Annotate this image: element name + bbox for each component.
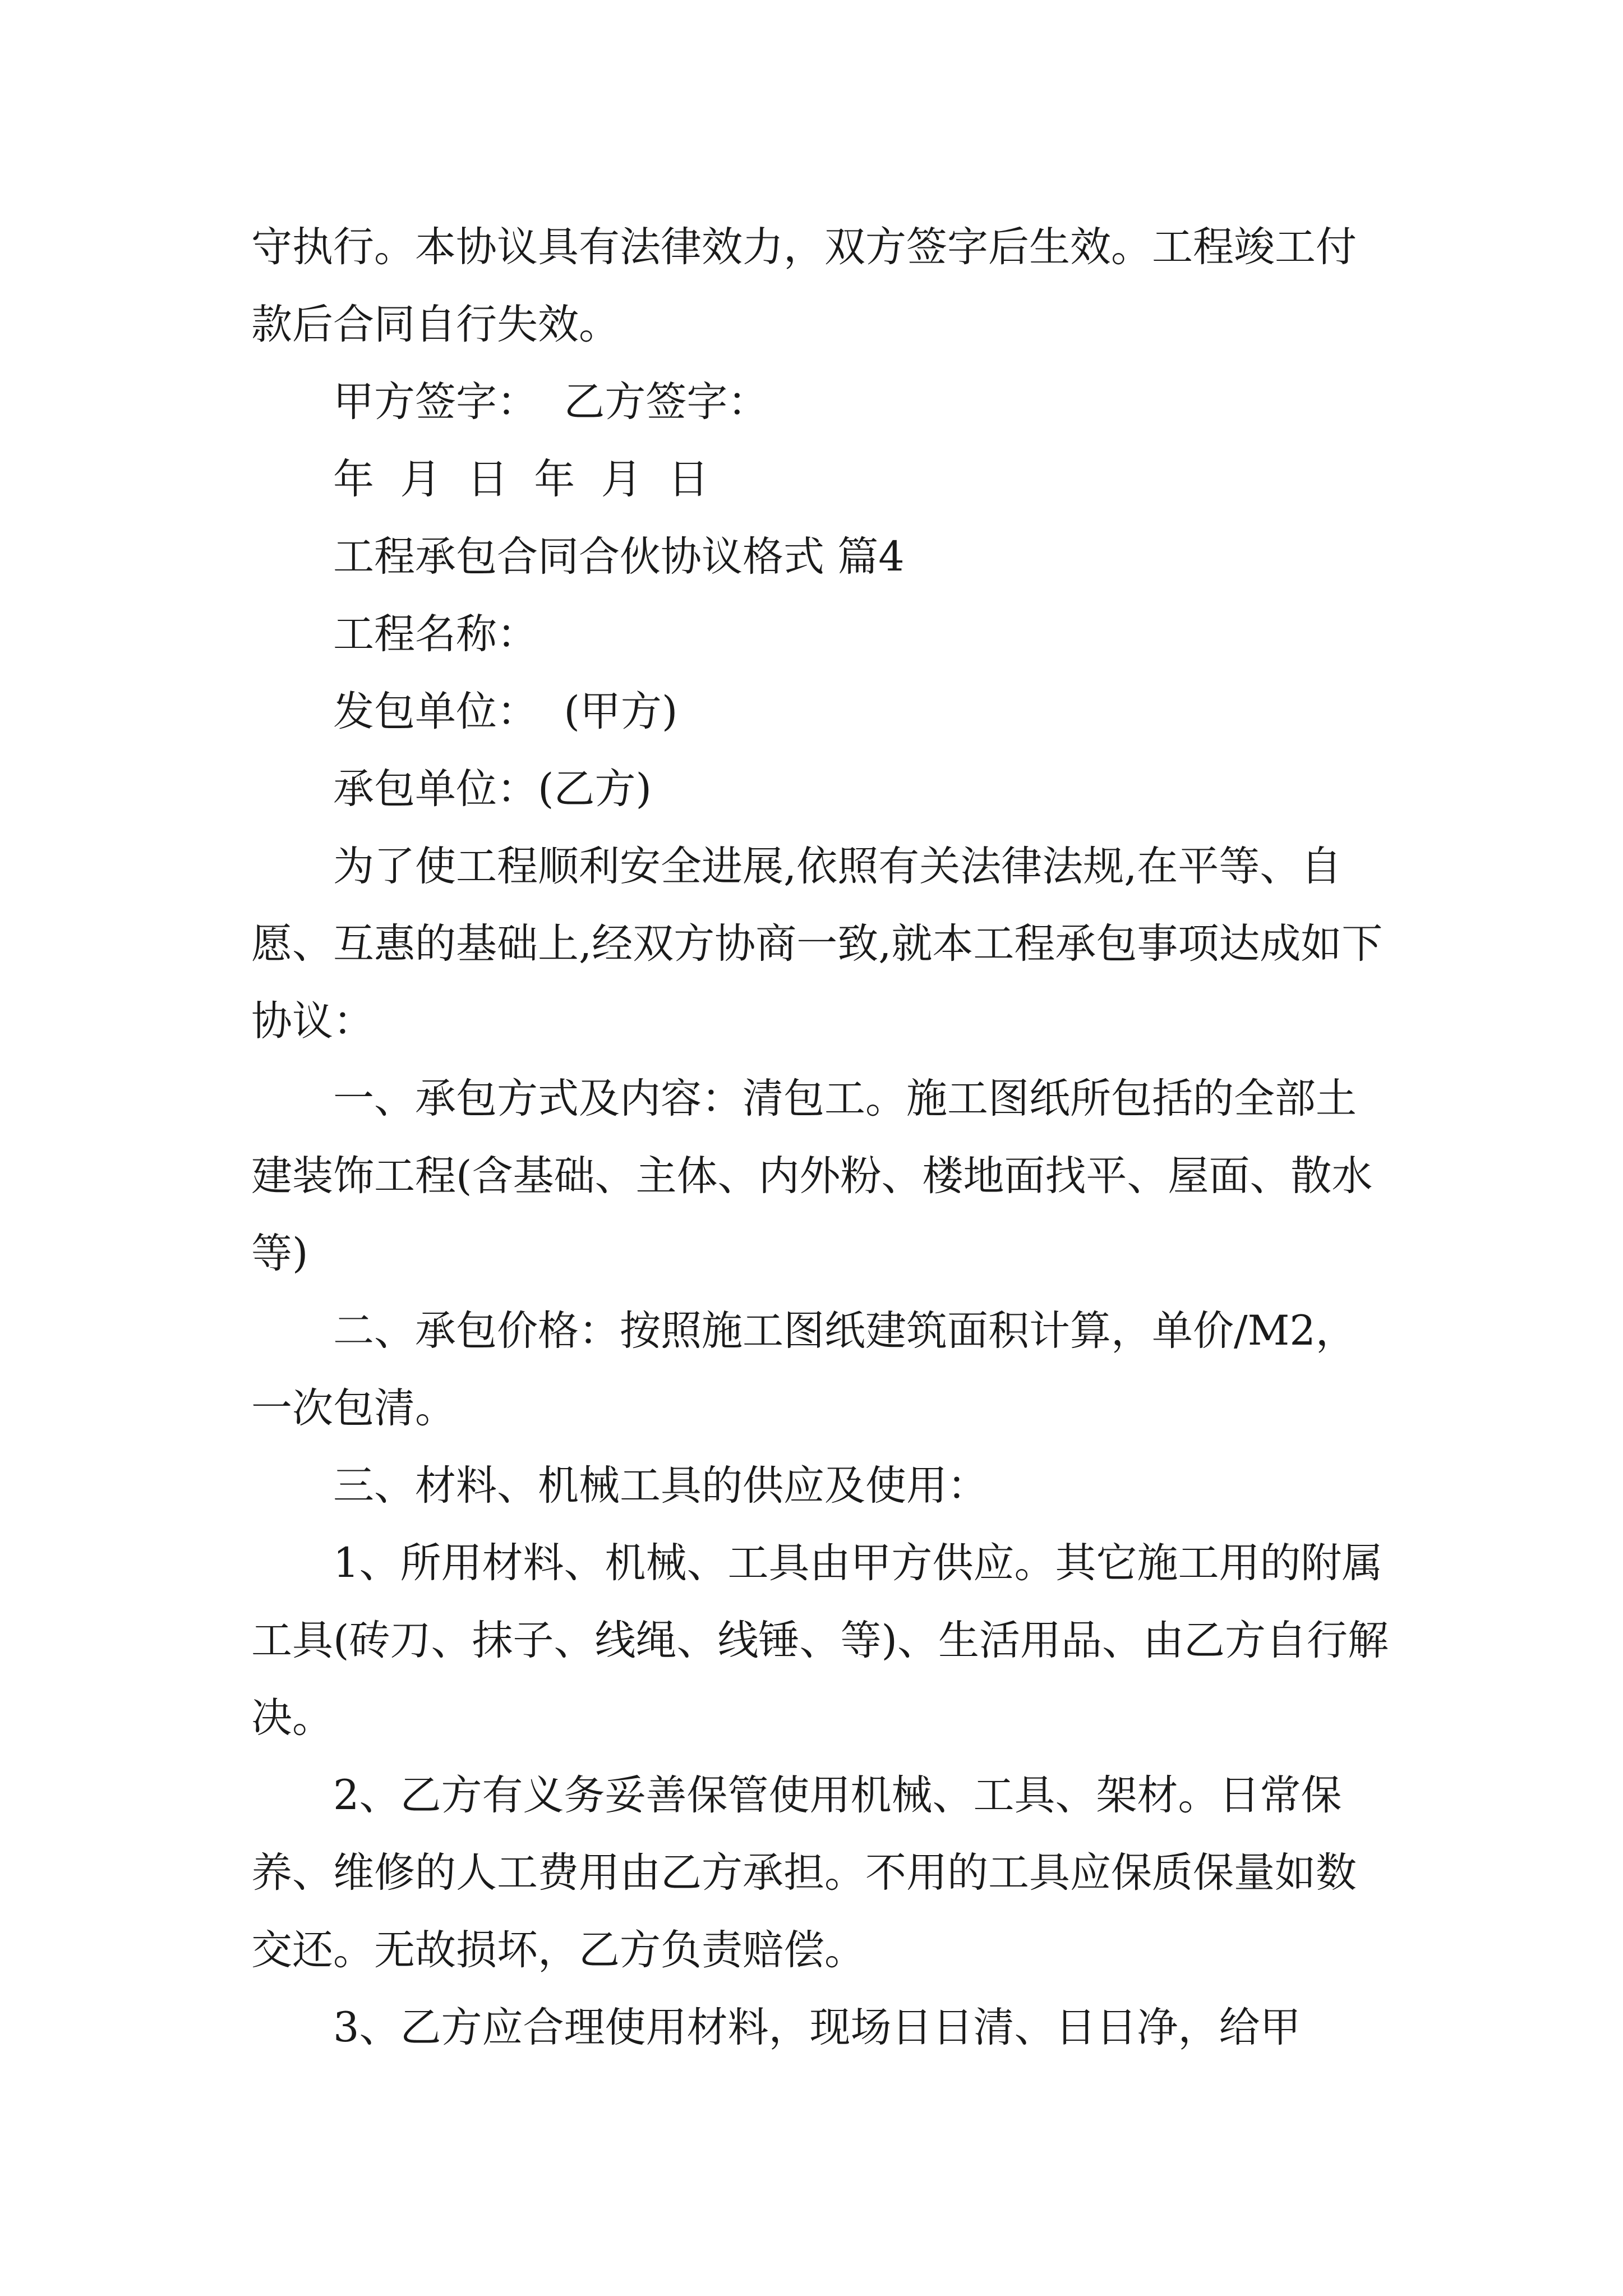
paragraph-clause-3-1: 1、所用材料、机械、工具由甲方供应。其它施工用的附属工具(砖刀、抹子、线绳、线锤、等)、生活用品、由乙方自行解决。 (251, 1539, 1389, 1742)
paragraph-signatures: 甲方签字： 乙方签字： (333, 378, 769, 426)
paragraph-clause-2: 二、承包价格：按照施工图纸建筑面积计算，单价/M2，一次包清。 (251, 1307, 1357, 1432)
document-body (251, 209, 1390, 2067)
paragraph-project-name: 工程名称： (333, 610, 538, 658)
paragraph-preamble: 为了使工程顺利安全进展,依照有关法律法规,在平等、自愿、互惠的基础上,经双方协商一致,就本工程承包事项达成如下协议： (251, 843, 1383, 1045)
paragraph-clause-1: 一、承包方式及内容：清包工。施工图纸所包括的全部土建装饰工程(含基础、主体、内外粉、楼地面找平、屋面、散水等) (251, 1075, 1373, 1277)
paragraph-contract-effect: 守执行。本协议具有法律效力，双方签字后生效。工程竣工付款后合同自行失效。 (251, 223, 1357, 348)
section-title: 工程承包合同合伙协议格式 篇4 (333, 533, 905, 581)
paragraph-employer: 发包单位： (甲方) (333, 688, 678, 735)
paragraph-clause-3-2: 2、乙方有义务妥善保管使用机械、工具、架材。日常保养、维修的人工费用由乙方承担。不用的工具应保质保量如数交还。无故损坏，乙方负责赔偿。 (251, 1772, 1357, 1974)
paragraph-contractor: 承包单位：(乙方) (333, 765, 652, 813)
paragraph-clause-3-3: 3、乙方应合理使用材料，现场日日清、日日净，给甲 (333, 2004, 1301, 2051)
paragraph-clause-3: 三、材料、机械工具的供应及使用： (333, 1462, 988, 1510)
paragraph-dates: 年 月 日 年 月 日 (333, 455, 709, 503)
